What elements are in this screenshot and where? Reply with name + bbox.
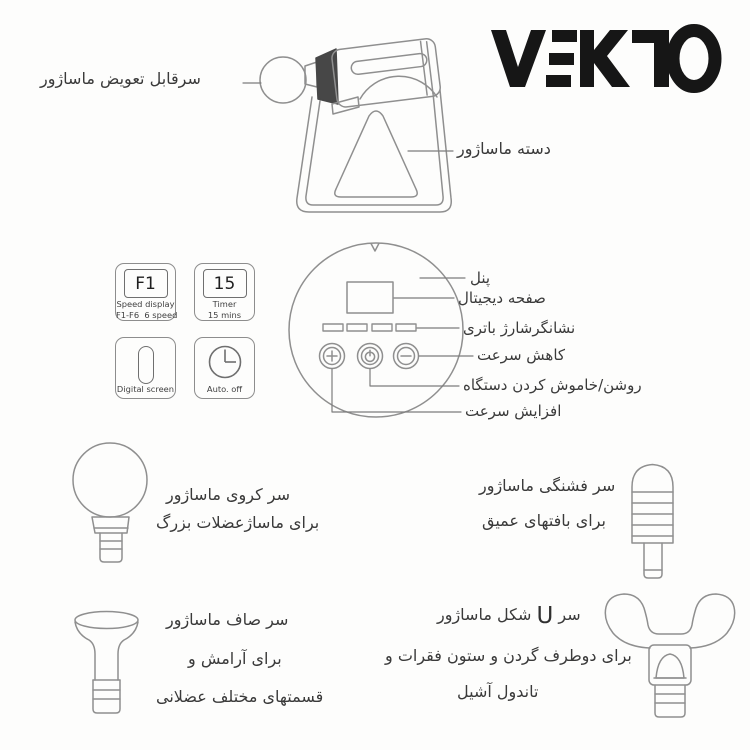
logo-letter-k	[580, 30, 630, 87]
label-handle: دسته ماساژور	[457, 139, 551, 158]
u-head-title-post: شکل ماساژور	[437, 605, 532, 624]
flat-head-illustration	[75, 612, 138, 714]
u-head-title	[437, 603, 581, 629]
card-digital-screen	[115, 337, 176, 399]
panel-digital-screen	[347, 282, 393, 313]
logo-letter-t	[632, 30, 669, 87]
logo-letter-o	[673, 31, 715, 87]
battery-indicator	[323, 324, 416, 331]
bullet-head-illustration	[632, 465, 673, 579]
power-button-icon	[358, 344, 383, 369]
speed-display-title: Speed display	[116, 299, 175, 309]
speed-display-subtitle: F1-F6 6 speed	[116, 310, 178, 321]
label-replaceable-head: سرقابل تعویض ماساژور	[40, 69, 201, 88]
card-auto-off	[194, 337, 255, 399]
label-battery: نشانگرشارژ باتری	[463, 319, 576, 337]
panel-circle	[289, 243, 463, 417]
panel-notch	[371, 243, 379, 251]
card-speed-display	[115, 263, 176, 321]
flat-head-desc1: برای آرامش و	[188, 649, 282, 668]
timer-title: Timer	[212, 299, 237, 309]
speed-display-value: F1	[124, 269, 168, 298]
label-digital-screen: صفحه دیجیتال	[458, 289, 546, 307]
digital-screen-title: Digital screen	[116, 384, 175, 394]
logo-letter-v	[491, 30, 546, 87]
panel-leader-lines	[332, 278, 473, 412]
timer-subtitle: 15 mins	[207, 310, 242, 321]
timer-value: 15	[203, 269, 247, 298]
auto-off-title: Auto. off	[206, 384, 243, 394]
u-head-title-pre: سر	[558, 605, 581, 624]
u-head-desc1: برای دوطرف گردن و ستون فقرات و	[385, 646, 632, 665]
digital-screen-icon	[138, 346, 154, 384]
control-panel-diagram	[289, 243, 473, 417]
speed-up-button-icon	[320, 344, 345, 369]
u-head-title-u: U	[536, 603, 554, 629]
card-timer	[194, 263, 255, 321]
flat-head-desc2: قسمتهای مختلف عضلانی	[156, 687, 324, 706]
logo-letter-e	[546, 30, 577, 87]
gun-ball-connector	[305, 62, 317, 87]
flat-head-title: سر صاف ماساژور	[166, 610, 289, 629]
vekto-logo	[491, 30, 715, 87]
label-speed-up: افزایش سرعت	[465, 402, 562, 420]
u-head-desc2: تاندول آشیل	[457, 682, 539, 701]
gun-body	[331, 38, 441, 108]
ball-head-title: سر کروی ماساژور	[166, 485, 291, 504]
ball-head-desc: برای ماساژعضلات بزرگ	[156, 513, 320, 532]
ball-head-illustration	[73, 443, 147, 562]
bullet-head-desc: برای بافتهای عمیق	[482, 511, 606, 530]
speed-down-button-icon	[394, 344, 419, 369]
label-power: روشن/خاموش کردن دستگاه	[463, 376, 642, 394]
gun-ball-head	[260, 57, 306, 103]
bullet-head-title: سر فشنگی ماساژور	[479, 476, 616, 495]
label-panel: پنل	[470, 269, 491, 287]
massage-gun-illustration	[243, 38, 453, 212]
label-speed-down: کاهش سرعت	[477, 346, 566, 364]
clock-icon	[206, 343, 244, 381]
